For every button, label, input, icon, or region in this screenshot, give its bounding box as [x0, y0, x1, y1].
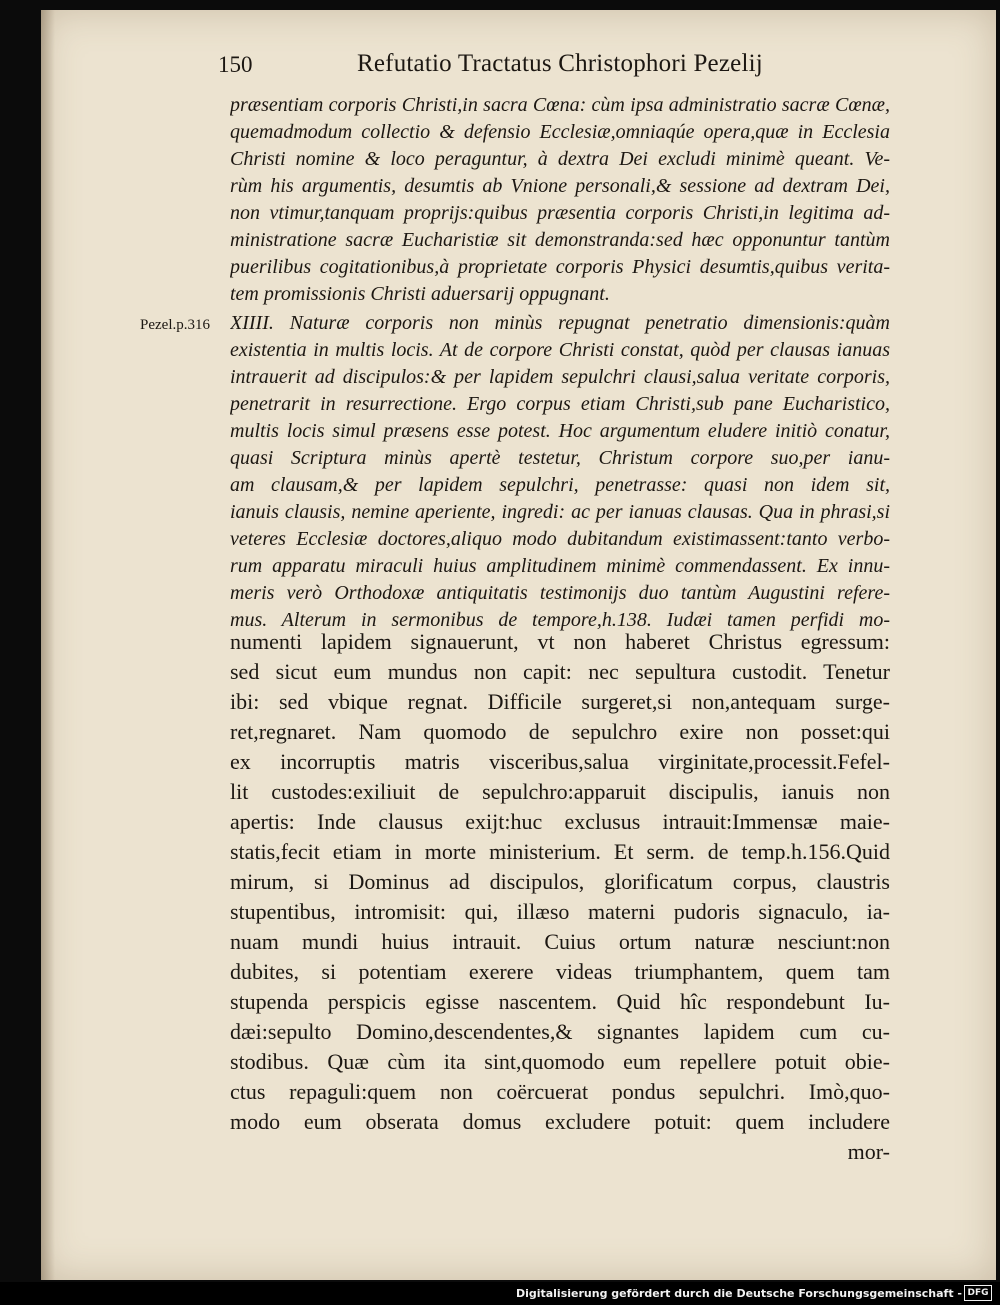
text-line: stodibus. Quæ cùm ita sint,quomodo eum repellere potuit obie-: [230, 1049, 890, 1074]
text-line: am clausam,& per lapidem sepulchri, penetrasse: quasi non idem sit,: [230, 474, 890, 496]
text-line: rum apparatu miraculi huius amplitudinem minimè commendassent. Ex innu-: [230, 555, 890, 577]
text-line: quemadmodum collectio & defensio Ecclesiæ,omniaqúe opera,quæ in Ecclesia: [230, 121, 890, 143]
text-line: mirum, si Dominus ad discipulos, glorificatum corpus, claustris: [230, 869, 890, 894]
text-line: ret,regnaret. Nam quomodo de sepulchro exire non posset:qui: [230, 719, 890, 744]
funding-notice: Digitalisierung gefördert durch die Deutsche Forschungsgemeinschaft -: [515, 1287, 962, 1300]
text-line: dæi:sepulto Domino,descendentes,& signantes lapidem cum cu-: [230, 1019, 890, 1044]
text-line: quasi Scriptura minùs apertè testetur, Christum corpore suo,per ianu-: [230, 447, 890, 469]
text-line: Christi nomine & loco peraguntur, à dextra Dei excludi minimè queant. Ve-: [230, 148, 890, 170]
text-line: modo eum obserata domus excludere potuit: quem includere: [230, 1109, 890, 1134]
catchword: mor-: [847, 1139, 890, 1164]
text-line: dubites, si potentiam exerere videas triumphantem, quem tam: [230, 959, 890, 984]
dfg-logo: DFG: [964, 1285, 992, 1301]
text-line: non vtimur,tanquam proprijs:quibus præsentia corporis Christi,in legitima ad-: [230, 202, 890, 224]
text-line: numenti lapidem signauerunt, vt non haberet Christus egressum:: [230, 629, 890, 654]
text-line: XIIII. Naturæ corporis non minùs repugnat penetratio dimensionis:quàm: [230, 312, 890, 334]
text-line: penetrarit in resurrectione. Ergo corpus etiam Christi,sub pane Eucharistico,: [230, 393, 890, 415]
page-number: 150: [218, 52, 253, 77]
text-line: nuam mundi huius intrauit. Cuius ortum naturæ nesciunt:non: [230, 929, 890, 954]
text-line: ministratione sacræ Eucharistiæ sit demonstranda:sed hæc opponuntur tantùm: [230, 229, 890, 251]
text-line: puerilibus cogitationibus,à proprietate corporis Physici desumtis,quibus verita-: [230, 256, 890, 278]
margin-note: Pezel.p.316: [140, 317, 210, 333]
text-line: ctus repaguli:quem non coërcuerat pondus sepulchri. Imò,quo-: [230, 1079, 890, 1104]
text-line: ianuis clausis, nemine aperiente, ingredi: ac per ianuas clausas. Qua in phrasi,si: [230, 501, 890, 523]
running-head: Refutatio Tractatus Christophori Pezelij: [357, 50, 763, 77]
text-line: tem promissionis Christi aduersarij oppugnant.: [230, 283, 610, 305]
text-line: ibi: sed vbique regnat. Difficile surgeret,si non,antequam surge-: [230, 689, 890, 714]
text-line: rùm his argumentis, desumtis ab Vnione personali,& sessione ad dextram Dei,: [230, 175, 890, 197]
text-line: mus. Alterum in sermonibus de tempore,h.138. Iudæi tamen perfidi mo-: [230, 609, 890, 631]
text-line: lit custodes:exiliuit de sepulchro:apparuit discipulis, ianuis non: [230, 779, 890, 804]
text-line: apertis: Inde clausus exijt:huc exclusus intrauit:Immensæ maie-: [230, 809, 890, 834]
text-line: intrauerit ad discipulos:& per lapidem sepulchri clausi,salua veritate corporis,: [230, 366, 890, 388]
text-line: multis locis simul præsens esse potest. Hoc argumentum eludere initiò conatur,: [230, 420, 890, 442]
text-line: præsentiam corporis Christi,in sacra Cœna: cùm ipsa administratio sacræ Cœnæ,: [230, 94, 890, 116]
text-line: ex incorruptis matris visceribus,salua virginitate,processit.Fefel-: [230, 749, 890, 774]
text-line: meris verò Orthodoxæ antiquitatis testimonijs duo tantùm Augustini refere-: [230, 582, 890, 604]
text-line: sed sicut eum mundus non capit: nec sepultura custodit. Tenetur: [230, 659, 890, 684]
text-line: existentia in multis locis. At de corpore Christi constat, quòd per clausas ianuas: [230, 339, 890, 361]
page-gutter-shadow: [41, 10, 55, 1280]
text-line: statis,fecit etiam in morte ministerium. Et serm. de temp.h.156.Quid: [230, 839, 890, 864]
text-line: stupenda perspicis egisse nascentem. Quid hîc respondebunt Iu-: [230, 989, 890, 1014]
text-line: stupentibus, intromisit: qui, illæso materni pudoris signaculo, ia-: [230, 899, 890, 924]
text-line: veteres Ecclesiæ doctores,aliquo modo dubitandum existimassent:tanto verbo-: [230, 528, 890, 550]
